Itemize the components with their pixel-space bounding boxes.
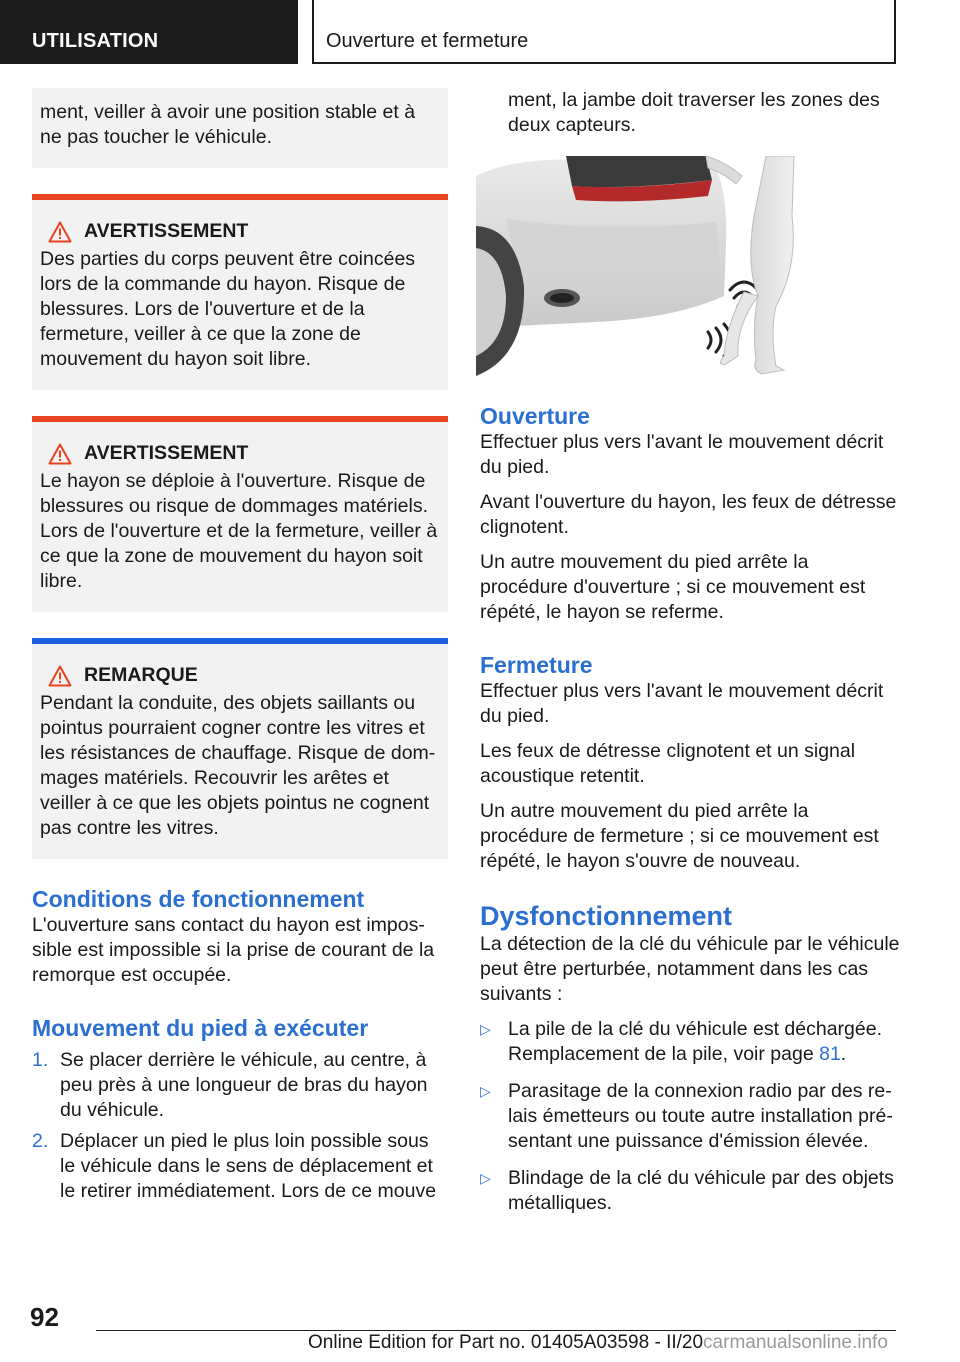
item-text-part: La pile de la clé du véhicule est déchargée. Remplacement de la pile, voir page (508, 1018, 883, 1065)
foot-gesture-illustration (476, 156, 812, 376)
closing-heading: Fermeture (480, 652, 593, 678)
step-text: Déplacer un pied le plus loin possible sous le véhicule dans le sens de déplacement et le retirer immédiatement. Lors de ce mouve (60, 1130, 437, 1202)
item-text (508, 1017, 900, 1067)
malfunction-heading: Dysfonctionnement (480, 901, 733, 931)
warning-title (40, 442, 438, 465)
car-rear-leg-image (476, 156, 812, 376)
note-title-text: REMARQUE (84, 664, 198, 686)
opening-p3: Un autre mouvement du pied arrête la procédure d'ouverture ; si ce mouvement est répété, le hayon se referme. (480, 551, 866, 623)
note-text: Pendant la conduite, des objets saillants ou pointus pourraient cogner contre les vitres et les résistances de chauffage. Risque de dommages matériels. Recouvrir les arêtes et veiller à ce que les objets pointus ne cognent pas contre les vitres. (40, 692, 436, 839)
malfunction-intro: La détection de la clé du véhicule par le véhicule peut être perturbée, notamment dans les cas suivants : (480, 933, 900, 1005)
item-text: Blindage de la clé du véhicule par des objets métalliques. (508, 1167, 894, 1214)
page-number: 92 (30, 1302, 59, 1332)
chapter-header (312, 0, 896, 64)
item-text-end: . (840, 1043, 847, 1065)
warning-title-text: AVERTISSEMENT (84, 220, 249, 242)
warning-box-2 (32, 416, 448, 612)
opening-p2: Avant l'ouverture du hayon, les feux de détresse clignotent. (480, 491, 897, 538)
closing-p2: Les feux de détresse clignotent et un signal acoustique retentit. (480, 740, 856, 787)
list-item (32, 1048, 448, 1123)
right-column (480, 88, 900, 1228)
closing-p3: Un autre mouvement du pied arrête la procédure de fermeture ; si ce mouvement est répété, le hayon s'ouvre de nouveau. (480, 800, 879, 872)
list-item (32, 1129, 448, 1204)
opening-heading: Ouverture (480, 403, 590, 429)
list-item (480, 1166, 900, 1216)
warning-title-text: AVERTISSEMENT (84, 442, 249, 464)
continued-step-text: ment, la jambe doit traverser les zones des deux capteurs. (508, 89, 880, 136)
triangle-bullet-icon: ▷ (480, 1021, 491, 1037)
step-text: Se placer derrière le véhicule, au centre, à peu près à une longueur de bras du hayon du véhicule. (60, 1049, 428, 1121)
warning-text: Des parties du corps peuvent être coincées lors de la commande du hayon. Risque de blessures. Lors de l'ouverture et de la fermeture, veiller à ce que la zone de mouvement du hayon soit libre. (40, 248, 416, 370)
conditions-text: L'ouverture sans contact du hayon est impossible est impossible si la prise de courant de la remorque est occupée. (32, 914, 435, 986)
note-title (40, 664, 438, 687)
left-column (32, 88, 448, 1210)
list-item (480, 1017, 900, 1067)
warning-text: Le hayon se déploie à l'ouverture. Risque de blessures ou risque de dommages matériels. Lors de l'ouverture et de la fermeture, veiller à ce que la zone de mouvement du hayon soit libre. (40, 470, 438, 592)
closing-p1: Effectuer plus vers l'avant le mouvement décrit du pied. (480, 680, 884, 727)
section-label: UTILISATION (32, 30, 159, 52)
triangle-bullet-icon: ▷ (480, 1170, 491, 1186)
warning-title (40, 220, 438, 243)
watermark-text: carmanualsonline.info (703, 1332, 888, 1353)
step-number: 2. (32, 1130, 49, 1152)
warning-triangle-icon (48, 665, 72, 687)
item-text: Parasitage de la connexion radio par des relais émetteurs ou toute autre installation présentant une puissance d'émission élevée. (508, 1080, 893, 1152)
continued-text: ment, veiller à avoir une position stable et à ne pas toucher le véhicule. (40, 101, 416, 148)
footer-divider (96, 1330, 896, 1331)
warning-triangle-icon (48, 221, 72, 243)
section-tab (0, 0, 298, 64)
malfunction-list (480, 1017, 900, 1216)
edition-text: Online Edition for Part no. 01405A03598 - II/20 (308, 1332, 704, 1353)
step-number: 1. (32, 1049, 49, 1071)
warning-box-1 (32, 194, 448, 390)
foot-movement-heading: Mouvement du pied à exécuter (32, 1015, 369, 1041)
chapter-title: Ouverture et fermeture (326, 30, 529, 52)
conditions-heading: Conditions de fonctionnement (32, 886, 365, 912)
steps-list (32, 1048, 448, 1204)
warning-triangle-icon (48, 443, 72, 465)
note-box (32, 638, 448, 859)
list-item (480, 1079, 900, 1154)
page-link[interactable]: 81 (819, 1043, 841, 1065)
continued-box (32, 88, 448, 168)
triangle-bullet-icon: ▷ (480, 1083, 491, 1099)
footer-edition (308, 1332, 888, 1354)
opening-p1: Effectuer plus vers l'avant le mouvement décrit du pied. (480, 431, 884, 478)
